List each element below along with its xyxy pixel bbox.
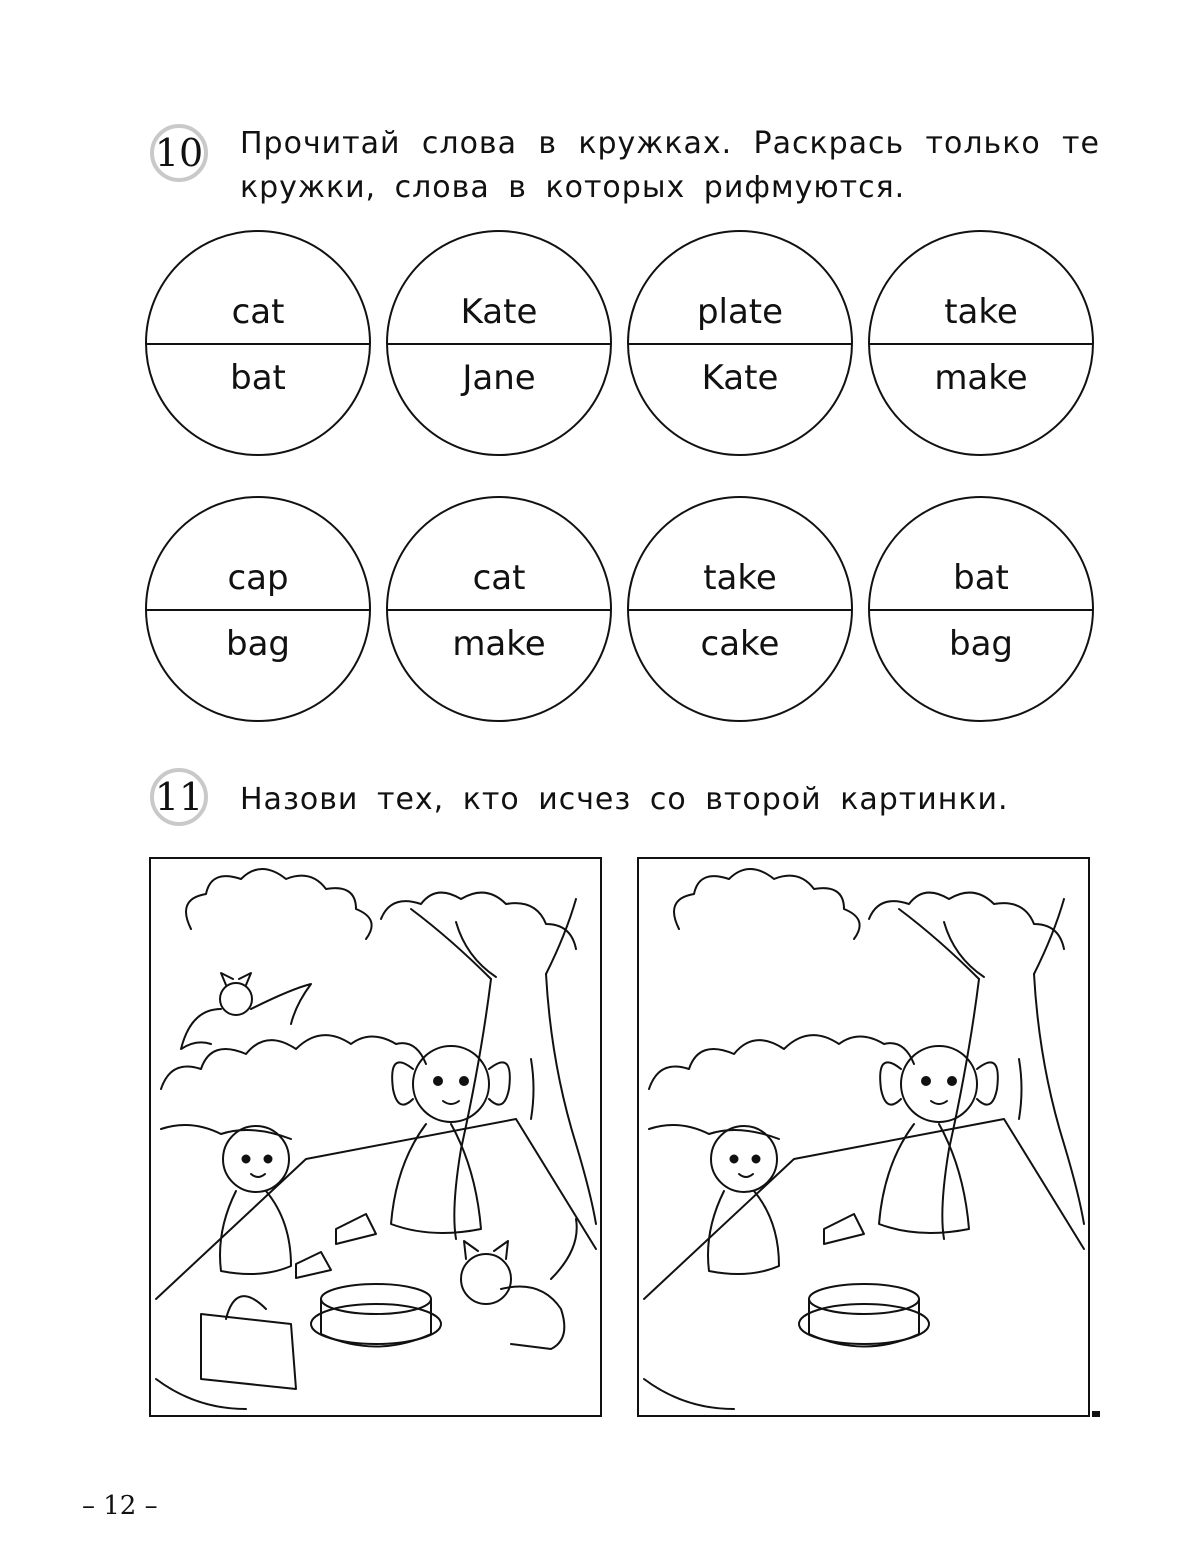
circle-word-bottom: make — [452, 624, 546, 664]
circle-word-bottom: make — [934, 358, 1028, 398]
corner-mark — [1092, 1411, 1100, 1417]
picnic-picture-first — [149, 857, 602, 1417]
circle-word-bottom: bag — [226, 624, 290, 664]
rhyme-circle[interactable] — [868, 496, 1094, 722]
picnic-picture-second — [637, 857, 1090, 1417]
circle-word-bottom: cake — [700, 624, 780, 664]
circle-word-top: cat — [231, 292, 285, 332]
circle-divider — [147, 609, 369, 611]
cloud-foliage — [674, 869, 1064, 949]
task-instruction: Назови тех, кто исчез со второй картинки. — [240, 782, 1009, 817]
cake — [311, 1284, 441, 1347]
circle-divider — [147, 343, 369, 345]
tree — [411, 899, 596, 1239]
circle-word-top: take — [944, 292, 1018, 332]
circle-word-top: take — [703, 558, 777, 598]
cake-slices — [296, 1214, 376, 1278]
task-number: 11 — [154, 775, 204, 819]
circle-word-bottom: bat — [230, 358, 286, 398]
circle-divider — [388, 609, 610, 611]
rhyme-circle[interactable] — [386, 496, 612, 722]
cloud-foliage — [186, 869, 576, 949]
girl-younger — [220, 1126, 291, 1274]
task-number: 10 — [154, 131, 204, 175]
cake — [799, 1284, 929, 1347]
girl-younger — [708, 1126, 779, 1274]
circle-divider — [629, 343, 851, 345]
circle-word-top: bat — [953, 558, 1009, 598]
bushes — [161, 1035, 426, 1139]
rhyme-circle[interactable] — [145, 230, 371, 456]
bat — [181, 973, 311, 1049]
task-number-badge — [150, 124, 208, 182]
circle-word-top: plate — [696, 292, 784, 332]
rhyme-circle[interactable] — [145, 496, 371, 722]
cake-slices — [824, 1214, 864, 1244]
circle-divider — [629, 609, 851, 611]
circle-word-bottom: Jane — [462, 358, 536, 398]
grass — [156, 1379, 246, 1409]
rhyme-circle[interactable] — [627, 496, 853, 722]
circle-word-top: cat — [472, 558, 526, 598]
circle-divider — [870, 343, 1092, 345]
task-instruction-line: Прочитай слова в кружках. Раскрась только те — [240, 126, 1100, 161]
rhyme-circle[interactable] — [868, 230, 1094, 456]
bag — [201, 1296, 296, 1389]
grass — [644, 1379, 734, 1409]
circle-word-bottom: bag — [949, 624, 1013, 664]
rhyme-circle[interactable] — [627, 230, 853, 456]
circle-divider — [870, 609, 1092, 611]
task-instruction — [240, 122, 1100, 210]
circle-word-top: Kate — [460, 292, 538, 332]
circle-word-top: cap — [227, 558, 289, 598]
task-number-badge — [150, 768, 208, 826]
cat — [461, 1219, 577, 1349]
task-instruction-line: кружки, слова в которых рифмуются. — [240, 170, 906, 205]
page-number: – 12 – — [82, 1491, 158, 1521]
tree — [899, 899, 1084, 1239]
circle-divider — [388, 343, 610, 345]
circle-word-bottom: Kate — [701, 358, 779, 398]
rhyme-circle[interactable] — [386, 230, 612, 456]
bushes — [649, 1035, 914, 1139]
